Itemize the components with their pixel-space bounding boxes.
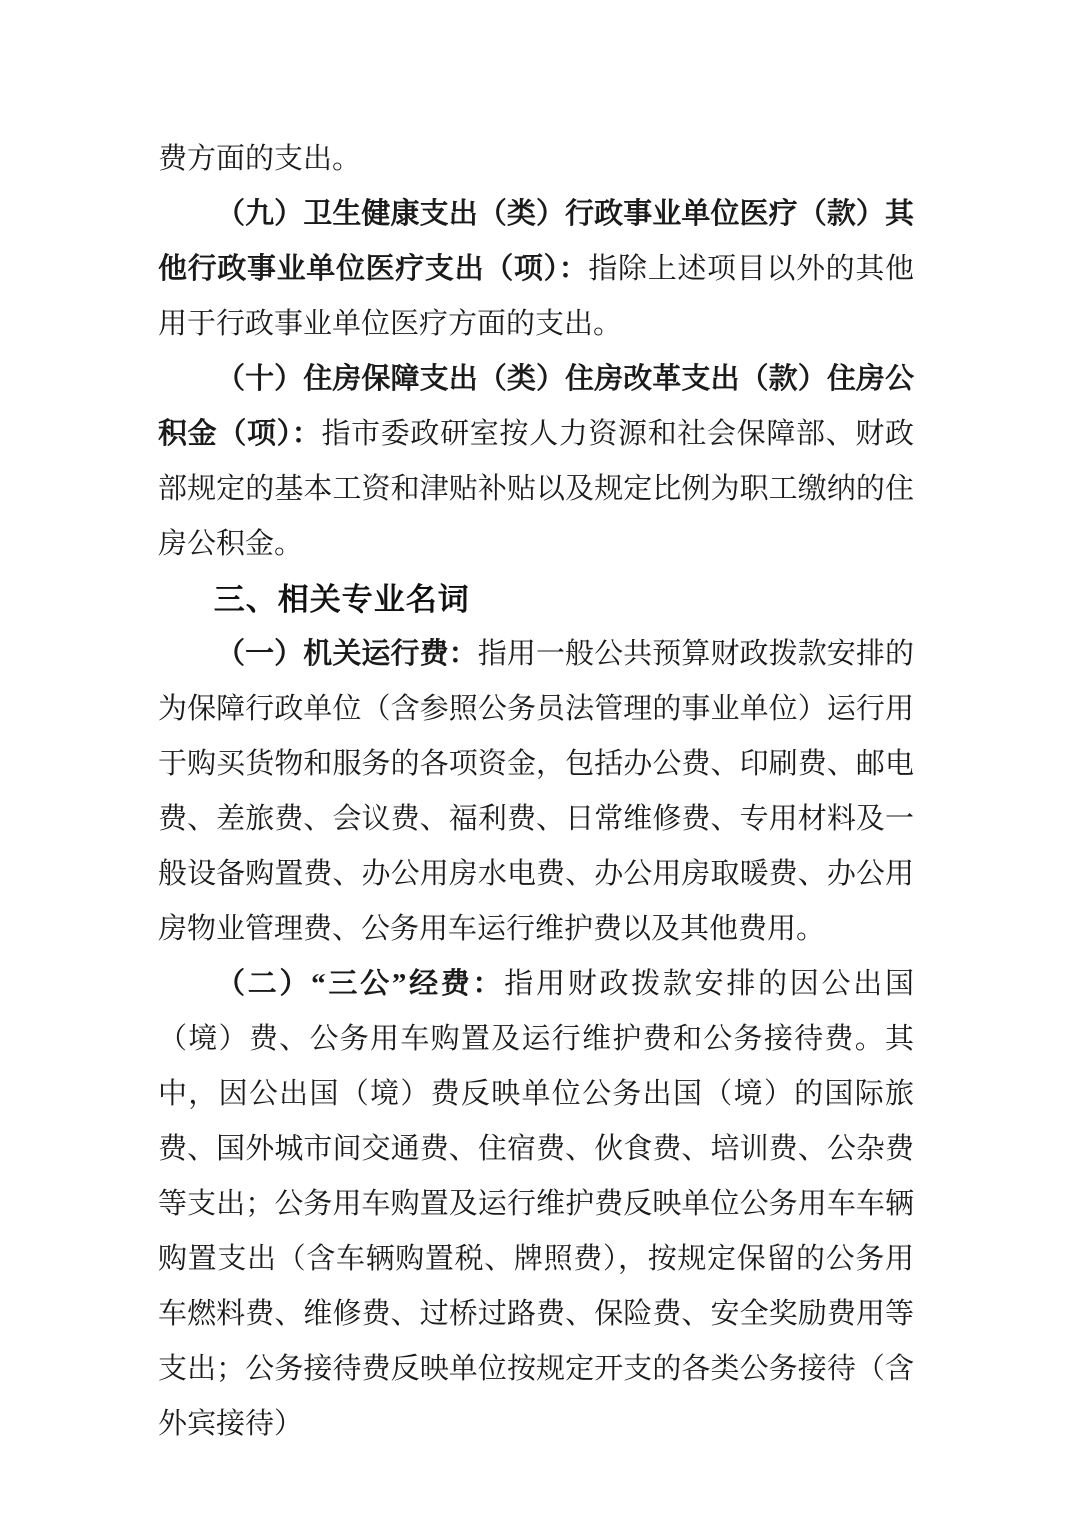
continuation-text: 费方面的支出。 <box>158 143 362 175</box>
paragraph-item-ten <box>158 352 914 572</box>
paragraph-item-nine <box>158 187 914 352</box>
term-definition-three-public-funds: 指用财政拨款安排的因公出国（境）费、公务用车购置及运行维护费和公务接待费。其中，因公出国（境）费反映单位公务出国（境）的国际旅费、国外城市间交通费、住宿费、伙食费、培训费、公杂费等支出；公务用车购置及运行维护费反映单位公务用车车辆购置支出（含车辆购置税、牌照费），按规定保留的公务用车燃料费、维修费、过桥过路费、保险费、安全奖励费用等支出；公务接待费反映单位按规定开支的各类公务接待（含外宾接待） <box>158 968 914 1440</box>
term-lead-agency-operating-fee: （一）机关运行费： <box>216 638 478 670</box>
term-definition-agency-operating-fee: 指用一般公共预算财政拨款安排的为保障行政单位（含参照公务员法管理的事业单位）运行用于购买货物和服务的各项资金，包括办公费、印刷费、邮电费、差旅费、会议费、福利费、日常维修费、专用材料及一般设备购置费、办公用房水电费、办公用房取暖费、办公用房物业管理费、公务用车运行维护费以及其他费用。 <box>158 638 914 945</box>
document-content <box>158 132 914 1452</box>
term-lead-item-ten: （十）住房保障支出（类）住房改革支出（款）住房公积金（项）： <box>158 363 914 450</box>
term-lead-three-public-funds: （二）“三公”经费： <box>216 968 505 1000</box>
term-definition-item-ten: 指市委政研室按人力资源和社会保障部、财政部规定的基本工资和津贴补贴以及规定比例为职工缴纳的住房公积金。 <box>158 418 914 560</box>
term-lead-item-nine: （九）卫生健康支出（类）行政事业单位医疗（款）其他行政事业单位医疗支出（项）： <box>158 198 914 285</box>
term-definition-item-nine: 指除上述项目以外的其他用于行政事业单位医疗方面的支出。 <box>158 253 914 340</box>
section-heading-related-terms: 三、相关专业名词 <box>213 582 470 617</box>
paragraph-term-one <box>158 627 914 957</box>
paragraph-continuation <box>158 132 914 187</box>
paragraph-term-two <box>158 957 914 1452</box>
